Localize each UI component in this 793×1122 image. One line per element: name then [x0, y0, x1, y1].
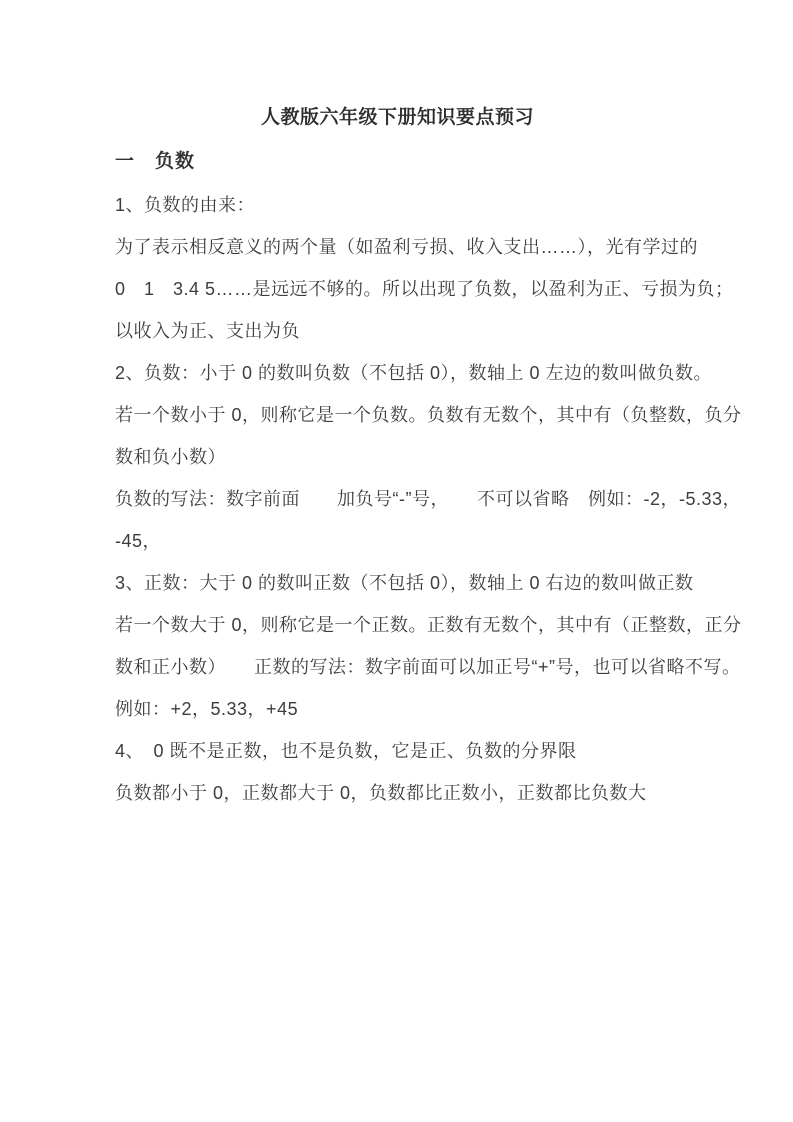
text-line: 负数都小于 0，正数都大于 0，负数都比正数小，正数都比负数大 [115, 783, 647, 803]
page-title: 人教版六年级下册知识要点预习 [260, 107, 534, 128]
text-line: 为了表示相反意义的两个量（如盈利亏损、收入支出……），光有学过的 [115, 237, 698, 257]
text-line: 若一个数大于 0，则称它是一个正数。正数有无数个，其中有（正整数，正分 [115, 615, 742, 635]
text-line: -45， [115, 531, 162, 551]
text-line: 负数的写法：数字前面 加负号“-”号， 不可以省略 例如：-2，-5.33， [115, 489, 742, 509]
text-line: 2、负数：小于 0 的数叫负数（不包括 0），数轴上 0 左边的数叫做负数。 [115, 363, 713, 383]
body-text [115, 184, 742, 814]
text-line: 若一个数小于 0，则称它是一个负数。负数有无数个，其中有（负整数，负分 [115, 405, 742, 425]
text-line: 以收入为正、支出为负 [115, 321, 300, 341]
text-line: 数和负小数） [115, 447, 226, 467]
text-line: 0 1 3.4 5……是远远不够的。所以出现了负数，以盈利为正、亏损为负； [115, 279, 734, 299]
text-line: 1、负数的由来： [115, 195, 256, 215]
text-line: 3、正数：大于 0 的数叫正数（不包括 0），数轴上 0 右边的数叫做正数 [115, 573, 694, 593]
text-line: 4、 0 既不是正数，也不是负数，它是正、负数的分界限 [115, 741, 577, 761]
text-line: 数和正小数） 正数的写法：数字前面可以加正号“+”号，也可以省略不写。 [115, 657, 741, 677]
text-line: 例如：+2，5.33，+45 [115, 699, 299, 719]
section-heading: 一 负数 [115, 151, 196, 172]
